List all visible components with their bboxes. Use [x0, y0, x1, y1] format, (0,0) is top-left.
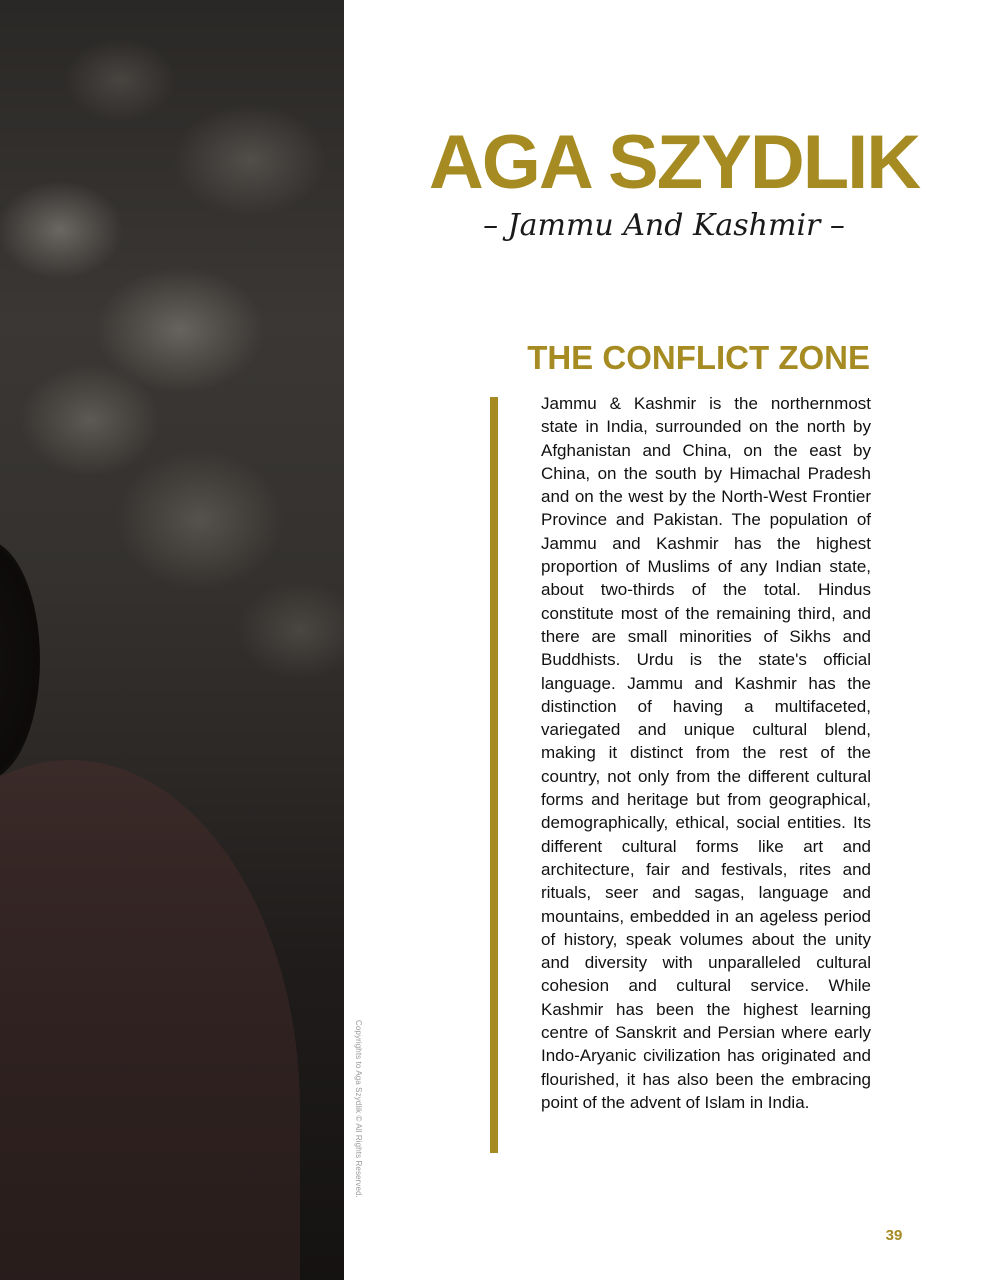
accent-rule [490, 397, 498, 1153]
page-number: 39 [885, 1227, 903, 1244]
section-title: THE CONFLICT ZONE [527, 339, 870, 376]
copyright-notice: Copyrights to Aga Szydlik © All Rights Reserved. [354, 1020, 363, 1198]
section-body: Jammu & Kashmir is the northernmost state in India, surrounded on the north by Afghanistan and China, on the east by China, on the south by Himachal Pradesh and on the west by the North-West Frontier Province and Pakistan. The population of Jammu and Kashmir has the highest proportion of Muslims of any Indian state, about two-thirds of the total. Hindus constitute most of the remaining third, and there are small minorities of Sikhs and Buddhists. Urdu is the state's official language. Jammu and Kashmir has the distinction of having a multifaceted, variegated and unique cultural blend, making it distinct from the rest of the country, not only from the different cultural forms and heritage but from geographical, demographically, ethical, social entities. Its different cultural forms like art and architecture, fair and festivals, rites and rituals, seer and sagas, language and mountains, embedded in an ageless period of history, speak volumes about the unity and diversity with unparalleled cultural cohesion and cultural service. While Kashmir has been the highest learning centre of Sanskrit and Persian where early Indo-Aryanic civilization has originated and flourished, it has also been the embracing point of the advent of Islam in India. [541, 394, 871, 1112]
photo-coat-shape [0, 760, 300, 1280]
page-subtitle: – Jammu And Kashmir – [483, 208, 845, 243]
page-title: AGA SZYDLIK [428, 120, 920, 205]
photo-hair-shape [0, 540, 40, 780]
portrait-photo [0, 0, 344, 1280]
